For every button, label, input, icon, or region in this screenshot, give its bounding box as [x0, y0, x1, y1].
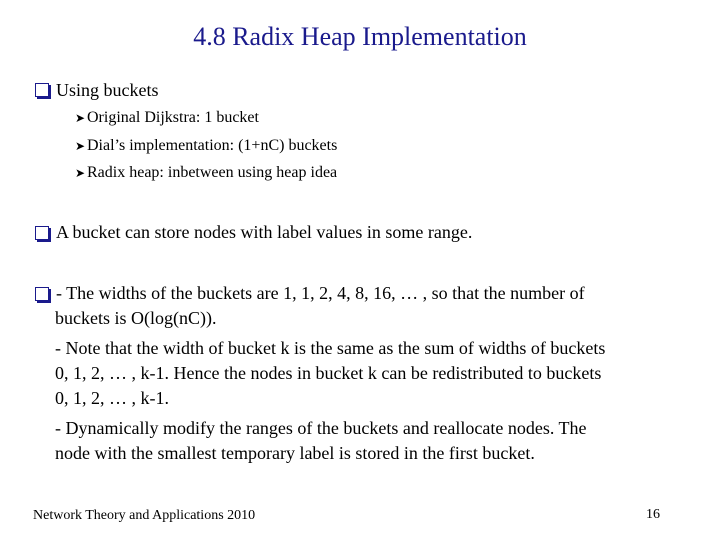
square-bullet-icon: [35, 83, 49, 97]
square-bullet-icon: [35, 226, 49, 240]
paragraph-line: - Note that the width of bucket k is the same as the sum of widths of buckets: [55, 338, 606, 358]
paragraph-line: 0, 1, 2, … , k-1. Hence the nodes in bucket k can be redistributed to buckets: [55, 363, 602, 383]
paragraph-line: buckets is O(log(nC)).: [55, 308, 217, 328]
footer-text: Network Theory and Applications 2010: [33, 508, 256, 523]
subitem-dials-implementation: Dial’s implementation: (1+nC) buckets: [87, 137, 338, 154]
arrow-bullet-icon: ➤: [75, 139, 86, 153]
paragraph-line: node with the smallest temporary label is stored in the first bucket.: [55, 443, 535, 463]
bullet-using-buckets: Using buckets: [56, 80, 159, 100]
subitem-original-dijkstra: Original Dijkstra: 1 bucket: [87, 109, 259, 126]
subitem-radix-heap: Radix heap: inbetween using heap idea: [87, 164, 338, 181]
bullet-bucket-store: A bucket can store nodes with label values in some range.: [56, 222, 473, 242]
square-bullet-icon: [35, 287, 49, 301]
page-number: 16: [646, 507, 660, 522]
paragraph-line: - Dynamically modify the ranges of the buckets and reallocate nodes. The: [55, 418, 587, 438]
arrow-bullet-icon: ➤: [75, 166, 86, 180]
arrow-bullet-icon: ➤: [75, 111, 86, 125]
slide-title: 4.8 Radix Heap Implementation: [193, 22, 527, 51]
paragraph-line: 0, 1, 2, … , k-1.: [55, 388, 169, 408]
bullet-bucket-widths: - The widths of the buckets are 1, 1, 2, 4, 8, 16, … , so that the number of: [56, 283, 585, 303]
